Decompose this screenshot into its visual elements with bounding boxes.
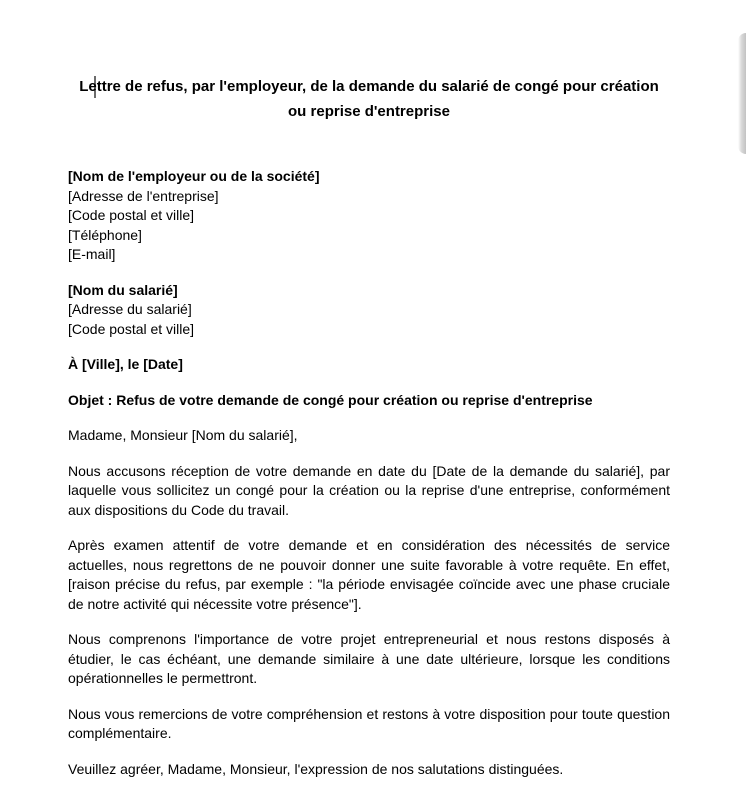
sender-block[interactable] [68, 167, 670, 265]
recipient-postal-city[interactable]: [Code postal et ville] [68, 320, 195, 337]
sender-address[interactable]: [Adresse de l'entreprise] [68, 187, 219, 204]
paragraph-future-consideration[interactable]: Nous comprenons l'importance de votre projet entrepreneurial et nous restons disposés à étudier, le cas échéant, une demande similaire à une date ultérieure, lorsque les conditions opérationnelles le permettront. [68, 631, 670, 686]
subject-line[interactable]: Objet : Refus de votre demande de congé pour création ou reprise d'entreprise [68, 391, 593, 408]
paragraph-refusal-reason[interactable]: Après examen attentif de votre demande et en considération des nécessités de service actuelles, nous regrettons de ne pouvoir donner une suite favorable à votre requête. En effet, [raison précise du refus, par exemple : "la période envisagée coïncide avec une phase cruciale de notre activité qui nécessite votre présence"]. [68, 537, 670, 612]
paragraph-acknowledgement[interactable]: Nous accusons réception de votre demande en date du [Date de la demande du salarié], par laquelle vous sollicitez un congé pour la création ou la reprise d'une entreprise, conformément aux dispositions du Code du travail. [68, 462, 670, 518]
recipient-block[interactable] [68, 281, 670, 340]
sender-name[interactable]: [Nom de l'employeur ou de la société] [68, 168, 320, 184]
closing-formula[interactable]: Veuillez agréer, Madame, Monsieur, l'expression de nos salutations distinguées. [68, 760, 564, 777]
dateline[interactable]: À [Ville], le [Date] [68, 356, 183, 372]
paragraph-thanks[interactable]: Nous vous remercions de votre compréhension et restons à votre disposition pour toute question complémentaire. [68, 705, 670, 741]
sender-phone[interactable]: [Téléphone] [68, 226, 142, 243]
letter-title[interactable]: Lettre de refus, par l'employeur, de la demande du salarié de congé pour création ou reprise d'entreprise [79, 78, 659, 120]
sender-postal-city[interactable]: [Code postal et ville] [68, 207, 195, 223]
salutation[interactable]: Madame, Monsieur [Nom du salarié], [68, 427, 298, 443]
recipient-address[interactable]: [Adresse du salarié] [68, 301, 192, 317]
letter-body[interactable] [68, 74, 670, 790]
sender-email[interactable]: [E-mail] [68, 246, 116, 262]
scrollbar-thumb[interactable] [738, 33, 746, 154]
recipient-name[interactable]: [Nom du salarié] [68, 281, 178, 298]
